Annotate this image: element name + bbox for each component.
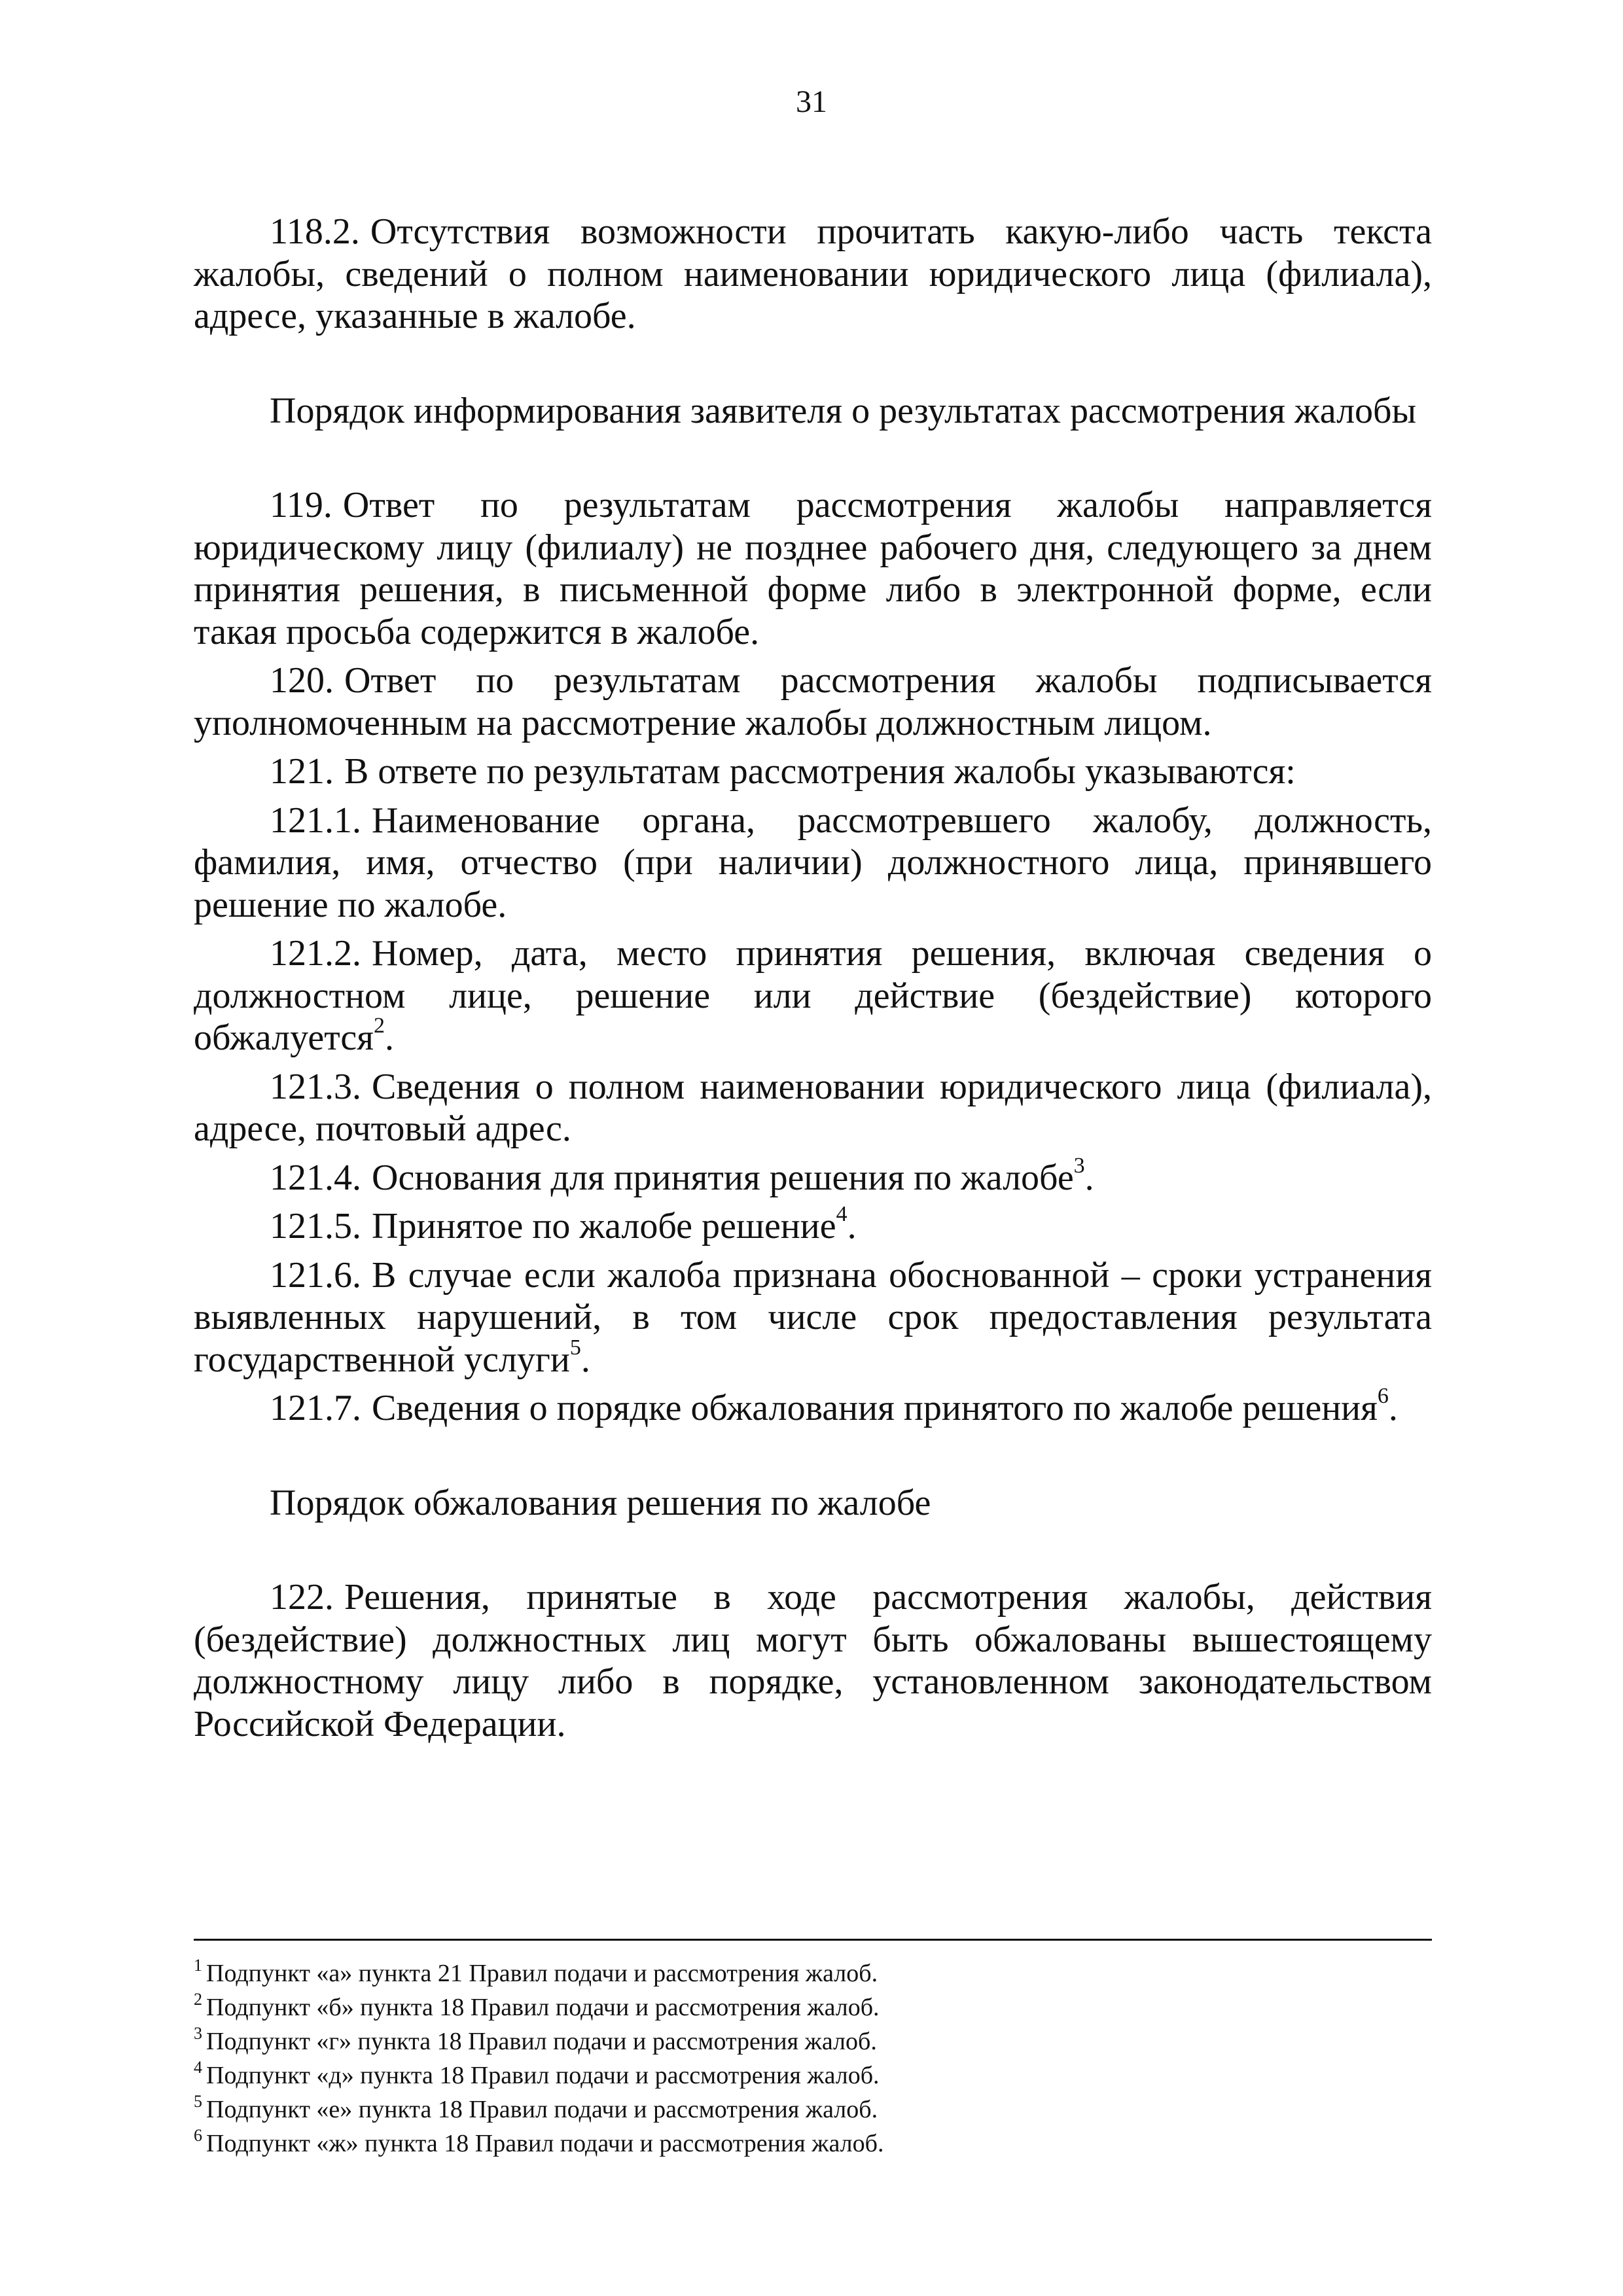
paragraph-number: 119. (270, 485, 332, 525)
footnote-ref: 5 (569, 1335, 581, 1360)
paragraph-121-3 (194, 1066, 1432, 1150)
paragraph-text: Ответ по результатам рассмотрения жалобы направляется юридическому лицу (филиалу) не позднее рабочего дня, следующего за днем принятия решения, в письменной форме либо в электронной форме, если такая просьба содержится в жалобе. (194, 485, 1432, 652)
paragraph-text: Сведения о полном наименовании юридического лица (филиала), адресе, почтовый адрес. (194, 1066, 1432, 1149)
footnote-text: Подпункт «г» пункта 18 Правил подачи и рассмотрения жалоб. (206, 2028, 877, 2055)
paragraph-number: 121.6. (270, 1254, 361, 1296)
paragraph-number: 122. (270, 1577, 334, 1617)
footnote-text: Подпункт «д» пункта 18 Правил подачи и рассмотрения жалоб. (206, 2062, 880, 2089)
paragraph-text: Ответ по результатам рассмотрения жалобы подписывается уполномоченным на рассмотрение жалобы должностным лицом. (194, 660, 1432, 743)
footnotes (194, 1956, 1432, 2161)
paragraph-number: 121.2. (270, 933, 361, 974)
paragraph-number: 118.2. (270, 211, 360, 252)
paragraph-118-2 (194, 211, 1432, 338)
paragraph-121-1 (194, 800, 1432, 927)
paragraph-121-6: 121.6. В случае если жалоба признана обоснованной – сроки устранения выявленных нарушений, в том числе срок предоставления результата государственной услуги$^5$. (194, 1254, 1432, 1380)
footnote-divider (194, 1939, 1432, 1941)
footnote-ref: 2 (373, 1014, 385, 1038)
footnote-text: Подпункт «а» пункта 21 Правил подачи и рассмотрения жалоб. (206, 1960, 878, 1987)
paragraph-121 (194, 751, 1432, 793)
footnote-text: Подпункт «б» пункта 18 Правил подачи и рассмотрения жалоб. (206, 1994, 880, 2021)
footnote-text: Подпункт «е» пункта 18 Правил подачи и рассмотрения жалоб. (206, 2096, 878, 2123)
paragraph-120 (194, 660, 1432, 744)
footnote-ref: 6 (1377, 1384, 1389, 1408)
footnote-5 (194, 2093, 1432, 2127)
paragraph-number: 121.1. (270, 800, 361, 841)
footnote-3 (194, 2024, 1432, 2058)
footnote-mark: 6 (194, 2126, 202, 2145)
paragraph-number: 121. (270, 751, 334, 792)
paragraph-number: 120. (270, 660, 334, 701)
section-heading-text: Порядок информирования заявителя о результатах рассмотрения жалобы (270, 390, 1417, 431)
section-heading-informing (194, 390, 1432, 433)
footnote-ref: 4 (836, 1202, 847, 1226)
paragraph-121-4: 121.4. Основания для принятия решения по жалобе$^3$. (270, 1153, 1094, 1198)
section-heading-appeal (194, 1482, 1432, 1525)
document-body (194, 211, 1432, 1745)
paragraph-text: Сведения о порядке обжалования принятого по жалобе решения (372, 1388, 1378, 1428)
paragraph-number: 121.3. (270, 1066, 361, 1107)
paragraph-text: В случае если жалоба признана обоснованной – сроки устранения выявленных нарушений, в том числе срок предоставления результата государственной услуги (194, 1254, 1432, 1380)
footnote-mark: 2 (194, 1990, 202, 2009)
footnote-text: Подпункт «ж» пункта 18 Правил подачи и рассмотрения жалоб. (206, 2130, 884, 2157)
section-heading-text: Порядок обжалования решения по жалобе (270, 1482, 931, 1523)
paragraph-122 (194, 1576, 1432, 1745)
paragraph-text: Наименование органа, рассмотревшего жалобу, должность, фамилия, имя, отчество (при наличии) должностного лица, принявшего решение по жалобе. (194, 800, 1432, 925)
footnote-mark: 5 (194, 2092, 202, 2111)
paragraph-text: Номер, дата, место принятия решения, включая сведения о должностном лице, решение или действие (бездействие) которого обжалуется (194, 933, 1432, 1058)
footnote-mark: 4 (194, 2058, 202, 2077)
footnote-ref: 3 (1073, 1153, 1085, 1178)
paragraph-text: В ответе по результатам рассмотрения жалобы указываются: (344, 751, 1296, 792)
paragraph-number: 121.5. (270, 1206, 361, 1246)
paragraph-text: Отсутствия возможности прочитать какую-либо часть текста жалобы, сведений о полном наименовании юридического лица (филиала), адресе, указанные в жалобе. (194, 211, 1432, 336)
footnote-4 (194, 2058, 1432, 2093)
footnote-2 (194, 1990, 1432, 2024)
footnote-6 (194, 2127, 1432, 2161)
paragraph-121-5: 121.5. Принятое по жалобе решение$^4$. (270, 1202, 857, 1246)
page-number: 31 (796, 84, 827, 119)
paragraph-119 (194, 484, 1432, 653)
paragraph-number: 121.7. (270, 1388, 361, 1428)
paragraph-number: 121.4. (270, 1157, 361, 1198)
paragraph-121-7: 121.7. Сведения о порядке обжалования принятого по жалобе решения$^6$. (270, 1384, 1398, 1428)
footnote-mark: 3 (194, 2024, 202, 2043)
footnote-1 (194, 1956, 1432, 1990)
paragraph-text: Основания для принятия решения по жалобе (372, 1157, 1074, 1198)
paragraph-121-2: 121.2. Номер, дата, место принятия решения, включая сведения о должностном лице, решение или действие (бездействие) которого обжалуется$^2$. (194, 933, 1432, 1058)
paragraph-text: Принятое по жалобе решение (372, 1206, 836, 1246)
footnote-mark: 1 (194, 1956, 202, 1975)
paragraph-text: Решения, принятые в ходе рассмотрения жалобы, действия (бездействие) должностных лиц могут быть обжалованы вышестоящему должностному лицу либо в порядке, установленном законодательством Российской Федерации. (194, 1577, 1432, 1744)
